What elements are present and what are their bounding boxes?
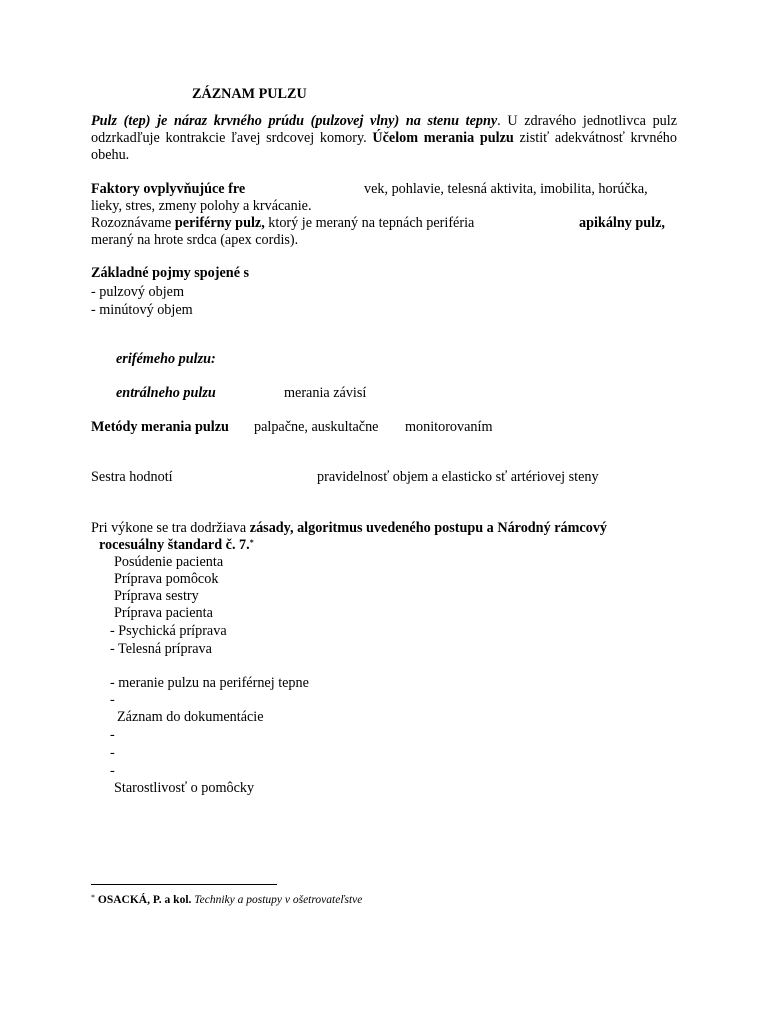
dash: -: [110, 727, 115, 743]
footnote: [91, 892, 362, 909]
list-item: - Telesná príprava: [110, 641, 212, 657]
dash: -: [110, 763, 115, 779]
procedure-standard: rocesuálny štandard č. 7.*: [99, 537, 254, 553]
footnote-divider: [91, 884, 277, 885]
dash: -: [110, 692, 115, 708]
list-item: - minútový objem: [91, 302, 193, 318]
purpose-label: Účelom merania pulzu: [372, 130, 514, 146]
factors-list-cont: lieky, stres, zmeny polohy a krvácanie.: [91, 198, 312, 214]
methods-label: Metódy merania pulzu: [91, 419, 229, 435]
list-item: Príprava pacienta: [114, 605, 213, 621]
page-title: ZÁZNAM PULZU: [192, 86, 307, 102]
footnote-book: Techniky a postupy v ošetrovateľstve: [194, 894, 363, 906]
footnote-authors: OSACKÁ, P. a kol.: [97, 894, 192, 906]
dash: -: [110, 745, 115, 761]
basics-heading: Základné pojmy spojené s: [91, 265, 250, 281]
factors-list: vek, pohlavie, telesná aktivita, imobilita, horúčka,: [364, 181, 648, 197]
list-item: - meranie pulzu na periférnej tepne: [110, 675, 309, 691]
list-item: Príprava sestry: [114, 588, 199, 604]
intro-text: . U zdravého jednotlivca pulz odzrkadľuje kontrakcie ľavej srdcovej komory.: [91, 113, 677, 146]
peripheral-pulse-term: periférny pulz,: [174, 215, 265, 231]
nurse-label: Sestra hodnotí: [91, 469, 173, 485]
central-pulse-heading: entrálneho pulzu: [116, 385, 216, 401]
list-item: - Psychická príprava: [110, 623, 227, 639]
pulse-definition: Pulz (tep) je náraz krvného prúdu (pulzovej vlny) na stenu tepny: [91, 113, 498, 129]
factors-label: Faktory ovplyvňujúce fre: [91, 181, 246, 197]
pulse-types-line: Rozoznávame periférny pulz, ktorý je meraný na tepnách periféria: [91, 215, 475, 231]
list-item: Starostlivosť o pomôcky: [114, 780, 255, 796]
methods-text: palpačne, auskultačne: [254, 419, 379, 435]
central-pulse-text: merania závisí: [284, 385, 367, 401]
peripheral-pulse-heading: erifémeho pulzu:: [116, 351, 216, 367]
footnote-marker: *: [249, 538, 254, 547]
purpose-text: zistiť adekvátnosť krvného obehu.: [91, 130, 677, 163]
nurse-text: pravidelnosť objem a elasticko sť artériovej steny: [317, 469, 599, 485]
apical-pulse-term: apikálny pulz,: [579, 215, 665, 231]
list-item: Príprava pomôcok: [114, 571, 219, 587]
list-item: - pulzový objem: [91, 284, 184, 300]
list-item: Záznam do dokumentácie: [117, 709, 264, 725]
footnote-marker: *: [91, 893, 95, 902]
procedure-intro: Pri výkone se tra dodržiava zásady, algoritmus uvedeného postupu a Národný rámcový: [91, 520, 608, 536]
methods-text-2: monitorovaním: [405, 419, 493, 435]
list-item: Posúdenie pacienta: [114, 554, 224, 570]
apical-pulse-desc: meraný na hrote srdca (apex cordis).: [91, 232, 299, 248]
intro-paragraph: [91, 113, 677, 164]
